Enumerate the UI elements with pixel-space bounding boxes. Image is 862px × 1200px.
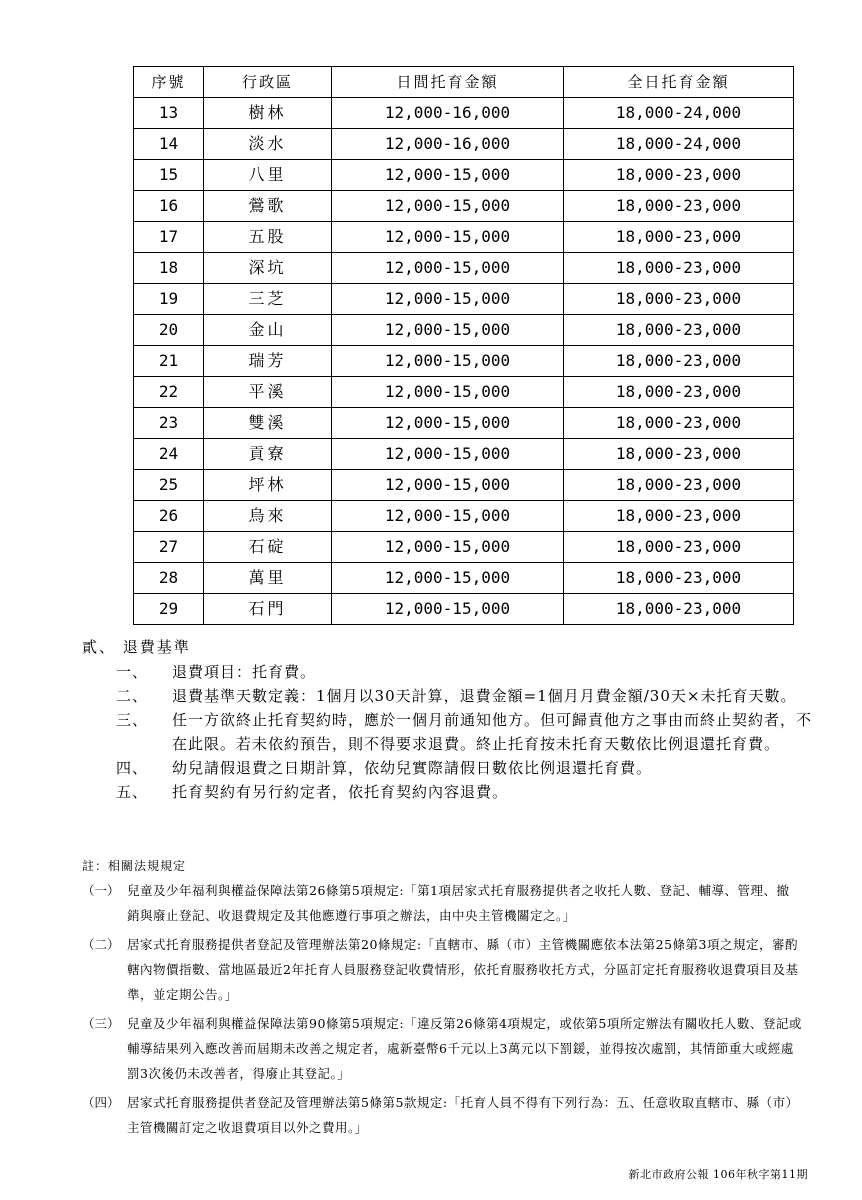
district-cell: 雙溪 (204, 408, 332, 439)
district-cell: 樹林 (204, 98, 332, 129)
serial-cell: 20 (134, 315, 204, 346)
header-district: 行政區 (204, 67, 332, 98)
item-marker: 四、 (116, 759, 149, 777)
district-cell: 五股 (204, 222, 332, 253)
serial-cell: 27 (134, 532, 204, 563)
table-row (134, 563, 794, 594)
item-marker: 五、 (116, 783, 149, 801)
serial-cell: 18 (134, 253, 204, 284)
day-fee-cell: 12,000-15,000 (332, 594, 564, 625)
full-fee-cell: 18,000-24,000 (564, 129, 794, 160)
table-row (134, 253, 794, 284)
table-row (134, 222, 794, 253)
table-row (134, 501, 794, 532)
full-fee-cell: 18,000-23,000 (564, 253, 794, 284)
full-fee-cell: 18,000-23,000 (564, 160, 794, 191)
serial-cell: 13 (134, 98, 204, 129)
table-row (134, 408, 794, 439)
district-cell: 三芝 (204, 284, 332, 315)
list-item (116, 780, 816, 804)
header-day-fee: 日間托育金額 (332, 67, 564, 98)
day-fee-cell: 12,000-15,000 (332, 284, 564, 315)
serial-cell: 24 (134, 439, 204, 470)
note-marker: （四） (82, 1095, 120, 1110)
refund-items (116, 660, 816, 804)
serial-cell: 19 (134, 284, 204, 315)
note-item (82, 1090, 802, 1140)
full-fee-cell: 18,000-23,000 (564, 315, 794, 346)
district-cell: 瑞芳 (204, 346, 332, 377)
table-row (134, 377, 794, 408)
district-cell: 石門 (204, 594, 332, 625)
serial-cell: 14 (134, 129, 204, 160)
note-text: 居家式托育服務提供者登記及管理辦法第20條規定:「直轄市、縣（市）主管機關應依本法第25條第3項之規定，審酌轄內物價指數、當地區最近2年托育人員服務登記收費情形，依托育服務收托方式，分區訂定托育服務收退費項目及基準，並定期公告。」 (127, 937, 799, 1002)
note-marker: （一） (82, 883, 120, 898)
district-cell: 金山 (204, 315, 332, 346)
serial-cell: 26 (134, 501, 204, 532)
serial-cell: 25 (134, 470, 204, 501)
full-fee-cell: 18,000-23,000 (564, 532, 794, 563)
list-item (116, 756, 816, 780)
day-fee-cell: 12,000-15,000 (332, 253, 564, 284)
full-fee-cell: 18,000-24,000 (564, 98, 794, 129)
day-fee-cell: 12,000-15,000 (332, 501, 564, 532)
table-row (134, 439, 794, 470)
full-fee-cell: 18,000-23,000 (564, 408, 794, 439)
table-row (134, 191, 794, 222)
table-row (134, 284, 794, 315)
table-row (134, 346, 794, 377)
serial-cell: 16 (134, 191, 204, 222)
serial-cell: 28 (134, 563, 204, 594)
table-row (134, 129, 794, 160)
note-marker: （三） (82, 1016, 120, 1031)
full-fee-cell: 18,000-23,000 (564, 594, 794, 625)
full-fee-cell: 18,000-23,000 (564, 222, 794, 253)
list-item (116, 708, 816, 756)
day-fee-cell: 12,000-15,000 (332, 408, 564, 439)
day-fee-cell: 12,000-15,000 (332, 377, 564, 408)
full-fee-cell: 18,000-23,000 (564, 284, 794, 315)
table-row (134, 594, 794, 625)
item-marker: 二、 (116, 687, 149, 705)
day-fee-cell: 12,000-15,000 (332, 470, 564, 501)
item-text: 退費基準天數定義：1個月以30天計算，退費金額=1個月月費金額/30天×未托育天數。 (172, 687, 797, 705)
item-text: 幼兒請假退費之日期計算，依幼兒實際請假日數依比例退還托育費。 (172, 759, 653, 777)
header-full-fee: 全日托育金額 (564, 67, 794, 98)
page-footer: 新北市政府公報 106年秋字第11期 (628, 1168, 808, 1181)
table-header-row (134, 67, 794, 98)
item-text: 托育契約有另行約定者，依托育契約內容退費。 (172, 783, 509, 801)
day-fee-cell: 12,000-15,000 (332, 563, 564, 594)
fee-table (133, 66, 794, 625)
day-fee-cell: 12,000-15,000 (332, 439, 564, 470)
full-fee-cell: 18,000-23,000 (564, 346, 794, 377)
serial-cell: 23 (134, 408, 204, 439)
district-cell: 烏來 (204, 501, 332, 532)
district-cell: 八里 (204, 160, 332, 191)
item-marker: 三、 (116, 711, 149, 729)
full-fee-cell: 18,000-23,000 (564, 191, 794, 222)
full-fee-cell: 18,000-23,000 (564, 470, 794, 501)
full-fee-cell: 18,000-23,000 (564, 439, 794, 470)
note-marker: （二） (82, 937, 120, 952)
full-fee-cell: 18,000-23,000 (564, 377, 794, 408)
note-text: 兒童及少年福利與權益保障法第26條第5項規定:「第1項居家式托育服務提供者之收托人數、登記、輔導、管理、撤銷與廢止登記、收退費規定及其他應遵行事項之辦法，由中央主管機關定之。」 (127, 883, 790, 923)
item-text: 退費項目：托育費。 (172, 663, 317, 681)
serial-cell: 22 (134, 377, 204, 408)
day-fee-cell: 12,000-15,000 (332, 222, 564, 253)
table-row (134, 470, 794, 501)
serial-cell: 15 (134, 160, 204, 191)
section-title: 貳、 退費基準 (82, 638, 191, 656)
district-cell: 坪林 (204, 470, 332, 501)
day-fee-cell: 12,000-15,000 (332, 346, 564, 377)
district-cell: 淡水 (204, 129, 332, 160)
table-row (134, 160, 794, 191)
notes-title: 註：相關法規規定 (82, 859, 187, 873)
serial-cell: 21 (134, 346, 204, 377)
day-fee-cell: 12,000-16,000 (332, 129, 564, 160)
day-fee-cell: 12,000-16,000 (332, 98, 564, 129)
full-fee-cell: 18,000-23,000 (564, 563, 794, 594)
header-serial: 序號 (134, 67, 204, 98)
district-cell: 鶯歌 (204, 191, 332, 222)
list-item (116, 684, 816, 708)
serial-cell: 29 (134, 594, 204, 625)
district-cell: 貢寮 (204, 439, 332, 470)
note-text: 兒童及少年福利與權益保障法第90條第5項規定:「違反第26條第4項規定，或依第5項所定辦法有關收托人數、登記或輔導結果列入應改善而屆期未改善之規定者，處新臺幣6千元以上3萬元以下罰鍰，並得按次處罰，其情節重大或經處罰3次後仍未改善者，得廢止其登記。」 (127, 1016, 802, 1081)
note-item (82, 1011, 802, 1086)
serial-cell: 17 (134, 222, 204, 253)
table-body (134, 98, 794, 625)
note-item (82, 878, 802, 928)
day-fee-cell: 12,000-15,000 (332, 160, 564, 191)
item-text: 任一方欲終止托育契約時，應於一個月前通知他方。但可歸責他方之事由而終止契約者，不在此限。若未依約預告，則不得要求退費。終止托育按未托育天數依比例退還托育費。 (172, 711, 813, 753)
district-cell: 萬里 (204, 563, 332, 594)
day-fee-cell: 12,000-15,000 (332, 315, 564, 346)
day-fee-cell: 12,000-15,000 (332, 532, 564, 563)
notes-list (82, 878, 802, 1144)
district-cell: 深坑 (204, 253, 332, 284)
district-cell: 石碇 (204, 532, 332, 563)
full-fee-cell: 18,000-23,000 (564, 501, 794, 532)
table-row (134, 532, 794, 563)
note-item (82, 932, 802, 1007)
note-text: 居家式托育服務提供者登記及管理辦法第5條第5款規定:「托育人員不得有下列行為：五、任意收取直轄市、縣（市）主管機關訂定之收退費項目以外之費用。」 (127, 1095, 799, 1135)
table-row (134, 98, 794, 129)
table-row (134, 315, 794, 346)
list-item (116, 660, 816, 684)
day-fee-cell: 12,000-15,000 (332, 191, 564, 222)
item-marker: 一、 (116, 663, 149, 681)
district-cell: 平溪 (204, 377, 332, 408)
